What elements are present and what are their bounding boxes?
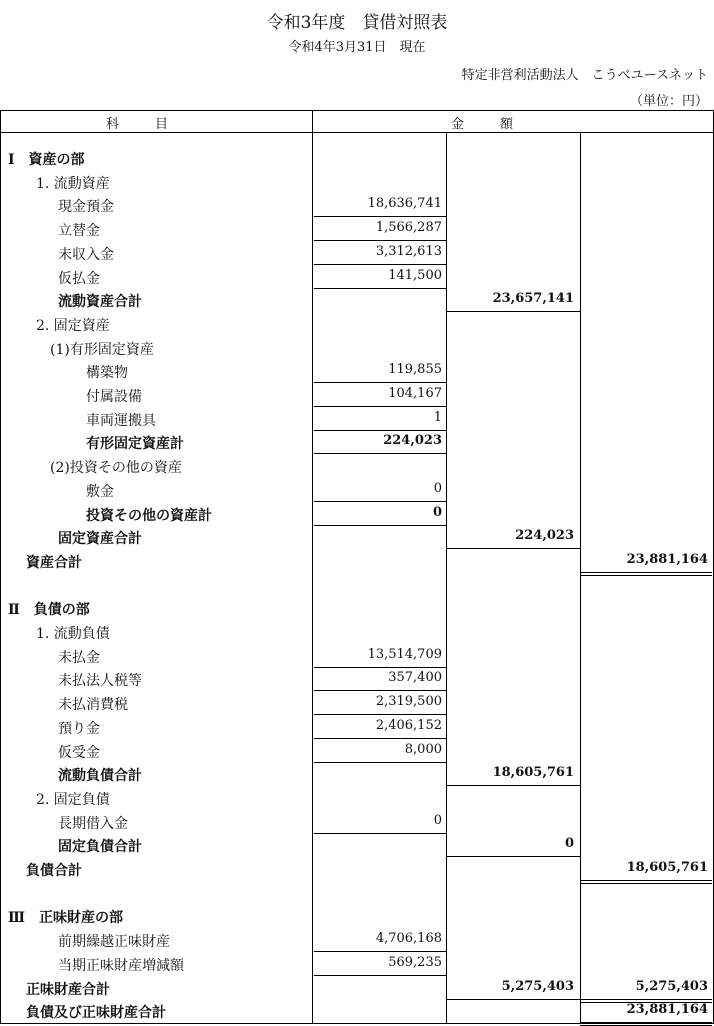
table-row bbox=[0, 550, 714, 574]
table-row bbox=[0, 171, 714, 195]
amount-c1: 2,406,152 bbox=[375, 717, 442, 733]
table-row bbox=[0, 858, 714, 882]
amount-c1: 4,706,168 bbox=[375, 931, 442, 947]
amount-c1: 104,167 bbox=[388, 386, 442, 401]
row-label: 固定負債合計 bbox=[58, 839, 142, 856]
amount-c1: 8,000 bbox=[404, 741, 442, 757]
amount-c1: 1,566,287 bbox=[375, 220, 442, 236]
row-label: 固定資産合計 bbox=[58, 531, 142, 548]
organization-name: 特定非営利活動法人 こうべユースネット bbox=[461, 68, 708, 83]
table-row bbox=[0, 645, 714, 669]
table-row bbox=[0, 787, 714, 811]
table-row bbox=[0, 455, 714, 479]
amount-c3: 5,275,403 bbox=[635, 978, 708, 994]
row-label: 正味財産合計 bbox=[26, 981, 110, 998]
row-label: (2)投資その他の資産 bbox=[50, 460, 182, 477]
row-label: 未払消費税 bbox=[58, 697, 128, 714]
row-label: 投資その他の資産計 bbox=[86, 507, 212, 524]
table-row bbox=[0, 384, 714, 408]
row-label: 付属設備 bbox=[86, 389, 142, 405]
amount-c3: 18,605,761 bbox=[626, 860, 708, 875]
table-row bbox=[0, 740, 714, 764]
table-row bbox=[0, 977, 714, 1001]
document-title: 令和3年度 貸借対照表 bbox=[266, 13, 448, 33]
table-row bbox=[0, 337, 714, 361]
table-row bbox=[0, 834, 714, 858]
table-row bbox=[0, 905, 714, 929]
table-row bbox=[0, 503, 714, 527]
column-header-subject: 科目 bbox=[105, 117, 204, 132]
row-label: 資産合計 bbox=[26, 554, 82, 571]
amount-c1: 119,855 bbox=[388, 362, 442, 378]
row-label: 有形固定資産計 bbox=[86, 436, 184, 453]
row-label: 流動資産合計 bbox=[58, 294, 142, 311]
table-row bbox=[0, 1000, 714, 1024]
row-label: 2. 固定資産 bbox=[36, 317, 110, 334]
row-label: 1. 流動資産 bbox=[36, 175, 110, 192]
row-label: 未収入金 bbox=[58, 246, 114, 263]
table-row bbox=[0, 289, 714, 313]
amount-c2: 224,023 bbox=[515, 528, 574, 544]
row-label: 構築物 bbox=[86, 365, 128, 382]
row-label: 前期繰越正味財産 bbox=[58, 934, 170, 951]
table-row bbox=[0, 431, 714, 455]
table-row bbox=[0, 621, 714, 645]
amount-c1: 18,636,741 bbox=[367, 196, 442, 212]
table-row bbox=[0, 668, 714, 692]
amount-c3: 23,881,164 bbox=[626, 1002, 708, 1018]
table-row bbox=[0, 953, 714, 977]
row-label: 未払法人税等 bbox=[58, 673, 142, 690]
table-row bbox=[0, 716, 714, 740]
table-row bbox=[0, 574, 714, 598]
row-label: 仮受金 bbox=[58, 744, 100, 761]
table-row bbox=[0, 408, 714, 432]
table-row bbox=[0, 479, 714, 503]
table-row bbox=[0, 597, 714, 621]
balance-sheet-table bbox=[0, 110, 714, 1024]
amount-c1: 13,514,709 bbox=[367, 646, 442, 662]
table-row bbox=[0, 763, 714, 787]
table-row bbox=[0, 242, 714, 266]
row-label: 現金預金 bbox=[58, 199, 114, 216]
row-label: 未払金 bbox=[58, 649, 100, 666]
header-divider bbox=[0, 132, 714, 133]
row-label: (1)有形固定資産 bbox=[50, 341, 154, 358]
row-label: Ⅰ 資産の部 bbox=[8, 152, 85, 168]
row-label: 2. 固定負債 bbox=[36, 791, 110, 808]
row-label: 預り金 bbox=[58, 720, 100, 737]
amount-c2: 5,275,403 bbox=[501, 978, 574, 994]
row-label: 敷金 bbox=[86, 483, 114, 500]
row-label: 流動負債合計 bbox=[58, 768, 142, 785]
column-header-amount: 金額 bbox=[450, 117, 549, 132]
amount-c2: 18,605,761 bbox=[492, 765, 574, 781]
table-row bbox=[0, 692, 714, 716]
row-label: 負債合計 bbox=[26, 863, 82, 879]
amount-c1: 141,500 bbox=[388, 267, 442, 283]
amount-c3: 23,881,164 bbox=[626, 551, 708, 567]
amount-c1: 357,400 bbox=[388, 670, 442, 686]
row-label: 負債及び正味財産合計 bbox=[26, 1005, 166, 1022]
amount-c1: 2,319,500 bbox=[375, 694, 442, 710]
table-row bbox=[0, 882, 714, 906]
row-label: 当期正味財産増減額 bbox=[58, 957, 184, 974]
amount-c1: 0 bbox=[433, 480, 442, 496]
amount-c1: 1 bbox=[433, 409, 442, 425]
amount-c1: 569,235 bbox=[388, 954, 442, 970]
table-row bbox=[0, 313, 714, 337]
amount-c1: 0 bbox=[433, 812, 442, 828]
table-row bbox=[0, 360, 714, 384]
double-underline bbox=[580, 1022, 712, 1026]
table-row bbox=[0, 526, 714, 550]
table-row bbox=[0, 218, 714, 242]
row-label: Ⅱ 負債の部 bbox=[8, 602, 90, 619]
amount-c2: 0 bbox=[564, 836, 574, 852]
table-row bbox=[0, 266, 714, 290]
table-row bbox=[0, 811, 714, 835]
amount-c1: 3,312,613 bbox=[375, 243, 442, 259]
table-row bbox=[0, 147, 714, 171]
row-label: 1. 流動負債 bbox=[36, 626, 110, 642]
row-label: 仮払金 bbox=[58, 270, 100, 287]
row-label: 立替金 bbox=[58, 223, 100, 240]
currency-unit: （単位：円） bbox=[629, 94, 708, 109]
row-label: 長期借入金 bbox=[58, 815, 128, 832]
table-row bbox=[0, 929, 714, 953]
table-row bbox=[0, 194, 714, 218]
report-date: 令和4年3月31日 現在 bbox=[288, 40, 426, 55]
row-label: Ⅲ 正味財産の部 bbox=[8, 910, 124, 927]
amount-c1: 0 bbox=[432, 504, 442, 520]
amount-c2: 23,657,141 bbox=[492, 291, 574, 307]
amount-c1: 224,023 bbox=[383, 433, 442, 449]
row-label: 車両運搬具 bbox=[86, 412, 156, 429]
